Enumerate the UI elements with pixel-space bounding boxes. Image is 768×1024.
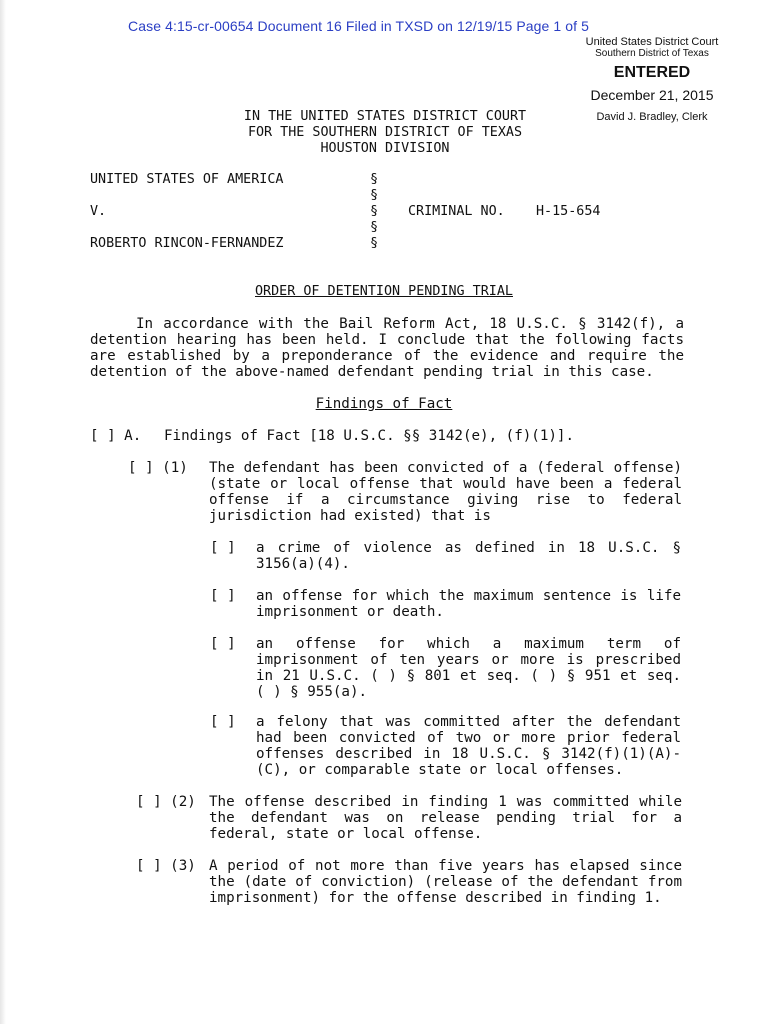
stamp-district: Southern District of Texas (595, 48, 709, 59)
stamp-court: United States District Court (585, 36, 719, 48)
finding-1-text: The defendant has been convicted of a (federal offense) (state or local offense that would have been a federal offense if a circumstance giving rise to federal jurisdiction had existed) that is (209, 460, 682, 524)
court-heading (200, 109, 570, 157)
option-mark: [ ] (210, 714, 236, 730)
intro-paragraph-text: In accordance with the Bail Reform Act, 18 U.S.C. § 3142(f), a detention hearing has been held. I conclude that the following facts are established by a preponderance of the evidence and require the detention of the above-named defendant pending trial in this case. (90, 316, 684, 380)
scan-edge (0, 0, 6, 1024)
order-title (0, 284, 768, 299)
stamp-status: ENTERED (613, 64, 691, 81)
option-mark: [ ] (210, 588, 236, 604)
section-mark: § (370, 220, 379, 235)
section-a-text: Findings of Fact [18 U.S.C. §§ 3142(e), (f)(1)]. (164, 428, 574, 444)
findings-heading-text: Findings of Fact (315, 396, 453, 412)
option-text: a felony that was committed after the defendant had been convicted of two or more prior federal offenses described in 18 U.S.C. § 3142(f)(1)(A)-(C), or comparable state or local offenses. (256, 714, 681, 778)
stamp-clerk: David J. Bradley, Clerk (596, 111, 708, 123)
criminal-no-label: CRIMINAL NO. (408, 204, 505, 219)
option-text: an offense for which a maximum term of imprisonment of ten years or more is prescribed in 21 U.S.C. ( ) § 801 et seq. ( ) § 951 et seq. ( ) § 955(a). (256, 636, 681, 700)
case-header-line: Case 4:15-cr-00654 Document 16 Filed in TXSD on 12/19/15 Page 1 of 5 (128, 18, 590, 34)
caption-defendant: ROBERTO RINCON-FERNANDEZ (90, 236, 284, 251)
court-heading-line: IN THE UNITED STATES DISTRICT COURT (243, 109, 527, 124)
section-mark: § (370, 188, 379, 203)
findings-heading (0, 396, 768, 412)
finding-2-text: The offense described in finding 1 was committed while the defendant was on release pending trial for a federal, state or local offense. (209, 794, 682, 842)
option-mark: [ ] (210, 636, 236, 652)
entered-stamp (572, 36, 732, 123)
order-title-text: ORDER OF DETENTION PENDING TRIAL (255, 284, 513, 299)
finding-3-mark: [ ] (3) (136, 858, 196, 874)
caption-plaintiff: UNITED STATES OF AMERICA (90, 172, 284, 187)
caption-versus: V. (90, 204, 107, 219)
stamp-date: December 21, 2015 (590, 87, 714, 103)
court-heading-line: HOUSTON DIVISION (320, 141, 450, 156)
finding-3-text: A period of not more than five years has elapsed since the (date of conviction) (release of the defendant from imprisonment) for the offense described in finding 1. (209, 858, 682, 906)
option-text: an offense for which the maximum sentence is life imprisonment or death. (256, 588, 681, 620)
section-a-mark: [ ] A. (90, 428, 142, 444)
finding-2-mark: [ ] (2) (136, 794, 196, 810)
option-mark: [ ] (210, 540, 236, 556)
criminal-no: H-15-654 (536, 204, 601, 219)
section-mark: § (370, 172, 379, 187)
section-mark: § (370, 204, 379, 219)
court-heading-line: FOR THE SOUTHERN DISTRICT OF TEXAS (247, 125, 523, 140)
finding-1-mark: [ ] (1) (128, 460, 188, 476)
section-mark: § (370, 236, 379, 251)
intro-paragraph (90, 316, 684, 380)
option-text: a crime of violence as defined in 18 U.S.C. § 3156(a)(4). (256, 540, 681, 572)
